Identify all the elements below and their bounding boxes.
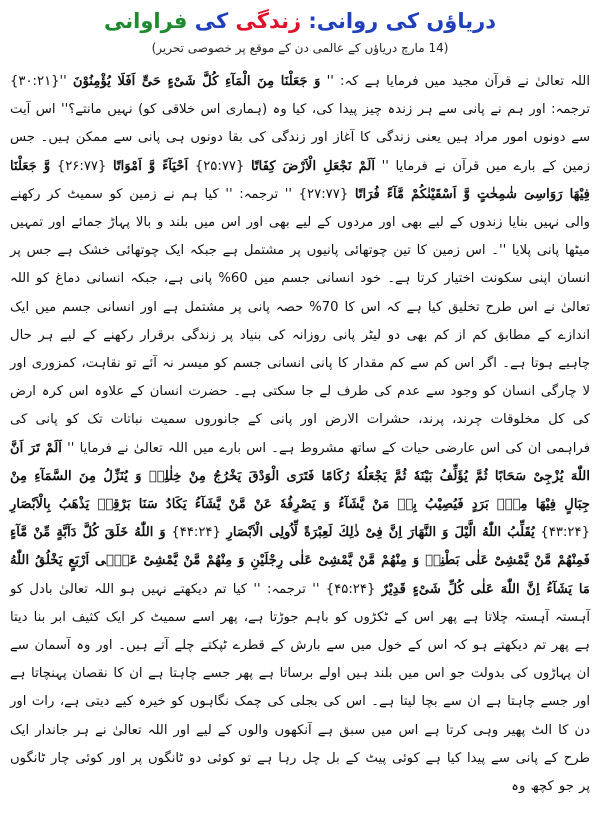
article-body — [10, 68, 590, 801]
quran-verse: وَ جَعَلْنَا مِنَ الْمَآءِ كُلَّ شَیْءٍ حَیٍّ اَفَلَا یُؤْمِنُوْنَ — [72, 74, 321, 89]
title-part-abundance: فراوانی — [104, 9, 188, 33]
body-text-run: {۲۷:۷۷} '' ترجمہ: '' کیا ہم نے زمین کو سمیٹ کر رکھنے والی نہیں بنایا زندوں کے لیے بھی اور مردوں کے لیے بھی اور اس میں بلند و بالا پہاڑ جمائے اور تمہیں میٹھا پانی پلایا ''۔ اس زمین کا تین چوتھائی پانیوں پر مشتمل ہے جبکہ ایک چوتھائی خشک ہے جس پر انسان اپنی سکونت اختیار کرتا ہے۔ خود انسانی جسم میں 60% پانی ہے، جبکہ انسانی دماغ کو اللہ تعالیٰ نے اس طرح تخلیق کیا ہے کہ اس کا 70% حصہ پانی پر مشتمل ہے اور انسانی جسم میں ایک اندازے کے مطابق کم از کم بھی دو لیٹر پانی روزانہ کی بنیاد پر زندگی برقرار رکھنے کے لیے ہر حال چاہیے ہوتا ہے۔ اگر اس کم سے کم مقدار کا پانی انسانی جسم کو میسر نہ آئے تو نقاہت، کمزوری اور لا چارگی انسان کو وجود سے عدم کی طرف لے جا سکتی ہے۔ حضرت انسان کے علاوہ اس کرہ ارض کی کل مخلوقات چرند، پرند، حشرات الارض اور پانی کے جانوروں سمیت نباتات تک کو پانی کی فراہمی ان کی اس عارضی حیات کے ساتھ مشروط ہے۔ اس بارے میں اللہ تعالیٰ نے فرمایا '' — [10, 186, 590, 456]
title-part-rivers: دریاؤں کی روانی: — [308, 9, 496, 33]
quran-verse: یُقَلِّبُ اللّٰهُ الَّیْلَ وَ النَّهَارَ اِنَّ فِیْ ذٰلِكَ لَعِبْرَةً لِّاُولِی الْاَبْصَارِ — [226, 525, 535, 541]
quran-verse: وَ اللّٰهُ خَلَقَ كُلَّ دَآبَّةٍ مِّنْ مَّآءٍ فَمِنْهُمْ مَّنْ یَّمْشِیْ عَلٰى بَطْنِهٖ وَ مِنْهُمْ مَّنْ یَّمْشِیْ عَلٰى رِجْلَیْنِ وَ مِنْهُمْ مَّنْ یَّمْشِیْ عَلٰۤى اَرْبَعٍ یَخْلُقُ اللّٰهُ مَا یَشَآءُ اِنَّ اللّٰهَ عَلٰى كُلِّ شَیْءٍ قَدِیْرٌ — [10, 525, 590, 597]
body-text-run: {۴۳:۲۴} — [534, 525, 590, 541]
body-text-run: {۲۵:۷۷} — [188, 158, 251, 174]
body-text-run: {۲۶:۷۷} — [50, 158, 113, 174]
title-part-of: کی — [194, 9, 229, 33]
body-text-run: {۴۵:۲۴} '' ترجمہ: '' کیا تم دیکھتے نہیں ہو اللہ تعالیٰ بادل کو آہستہ آہستہ چلاتا ہے پھر اس کے ٹکڑوں کو باہم جوڑتا ہے، پھر اسے سمیٹ کر ایک کثیف ابر بنا دیتا ہے پھر تم دیکھتے ہو کہ اس کے خول میں سے بارش کے قطرے ٹپکتے چلے آتے ہیں۔ اور وہ آسمان سے ان پہاڑوں کی بدولت جو اس میں بلند ہیں اولے برساتا ہے پھر جسے چاہتا ہے ان کا نقصان پہنچاتا ہے اور جسے چاہتا ہے ان سے بچا لیتا ہے۔ اس کی بجلی کی چمک نگاہوں کو خیرہ کیے دیتی ہے، رات اور دن کا الٹ پھیر وہی کرتا ہے اس میں سبق ہے آنکھوں والوں کے لیے اور اللہ تعالیٰ نے ہر جاندار ایک طرح کے پانی سے پیدا کیا ہے کوئی پیٹ کے بل چل رہا ہے تو کوئی دو ٹانگوں پر اور کوئی چار ٹانگوں پر جو کچھ وہ — [10, 581, 590, 795]
article-title — [10, 6, 590, 36]
quran-verse: وَّ جَعَلْنَا فِیْهَا رَوَاسِیَ شٰمِخٰتٍ وَّ اَسْقَیْنٰكُمْ مَّآءً فُرَاتًا — [10, 158, 590, 202]
body-text-run: ''{۳۰:۲۱} ترجمہ: اور ہم نے پانی سے ہر زندہ چیز پیدا کی، کیا وہ (ہماری اس خلاقی کو) نہیں مانتے؟'' اس آیت سے دونوں امور مراد ہیں یعنی زندگی کا آغاز اور زندگی کی بقا دونوں ہی پانی سے ممکن ہیں۔ جس زمین کے بارے میں قرآن نے فرمایا '' — [10, 74, 590, 174]
article-paragraph — [10, 68, 590, 801]
quran-verse: اَحْیَآءً وَّ اَمْوَاتًا — [112, 158, 189, 174]
body-text-run: {۴۴:۲۴} — [165, 525, 227, 541]
article-subtitle: (14 مارچ دریاؤں کے عالمی دن کے موقع پر خصوصی تحریر) — [151, 41, 449, 55]
title-part-life: زندگی — [235, 9, 302, 33]
body-text-run: اللہ تعالیٰ نے قرآن مجید میں فرمایا ہے کہ: '' — [320, 74, 590, 89]
quran-verse: اَلَمْ نَجْعَلِ الْاَرْضَ كِفَاتًا — [250, 158, 376, 174]
quran-verse: اَلَمْ تَرَ اَنَّ اللّٰهَ یُزْجِیْ سَحَابًا ثُمَّ یُؤَلِّفُ بَیْنَهٗ ثُمَّ یَجْعَلُهٗ رُكَامًا فَتَرَى الْوَدْقَ یَخْرُجُ مِنْ خِلٰلِهٖ وَ یُنَزِّلُ مِنَ السَّمَآءِ مِنْ جِبَالٍ فِیْهَا مِنْۢ بَرَدٍ فَیُصِیْبُ بِهٖ مَنْ یَّشَآءُ وَ یَصْرِفُهٗ عَنْ مَّنْ یَّشَآءُ یَكَادُ سَنَا بَرْقِهٖ یَذْهَبُ بِالْاَبْصَارِ — [10, 440, 590, 513]
